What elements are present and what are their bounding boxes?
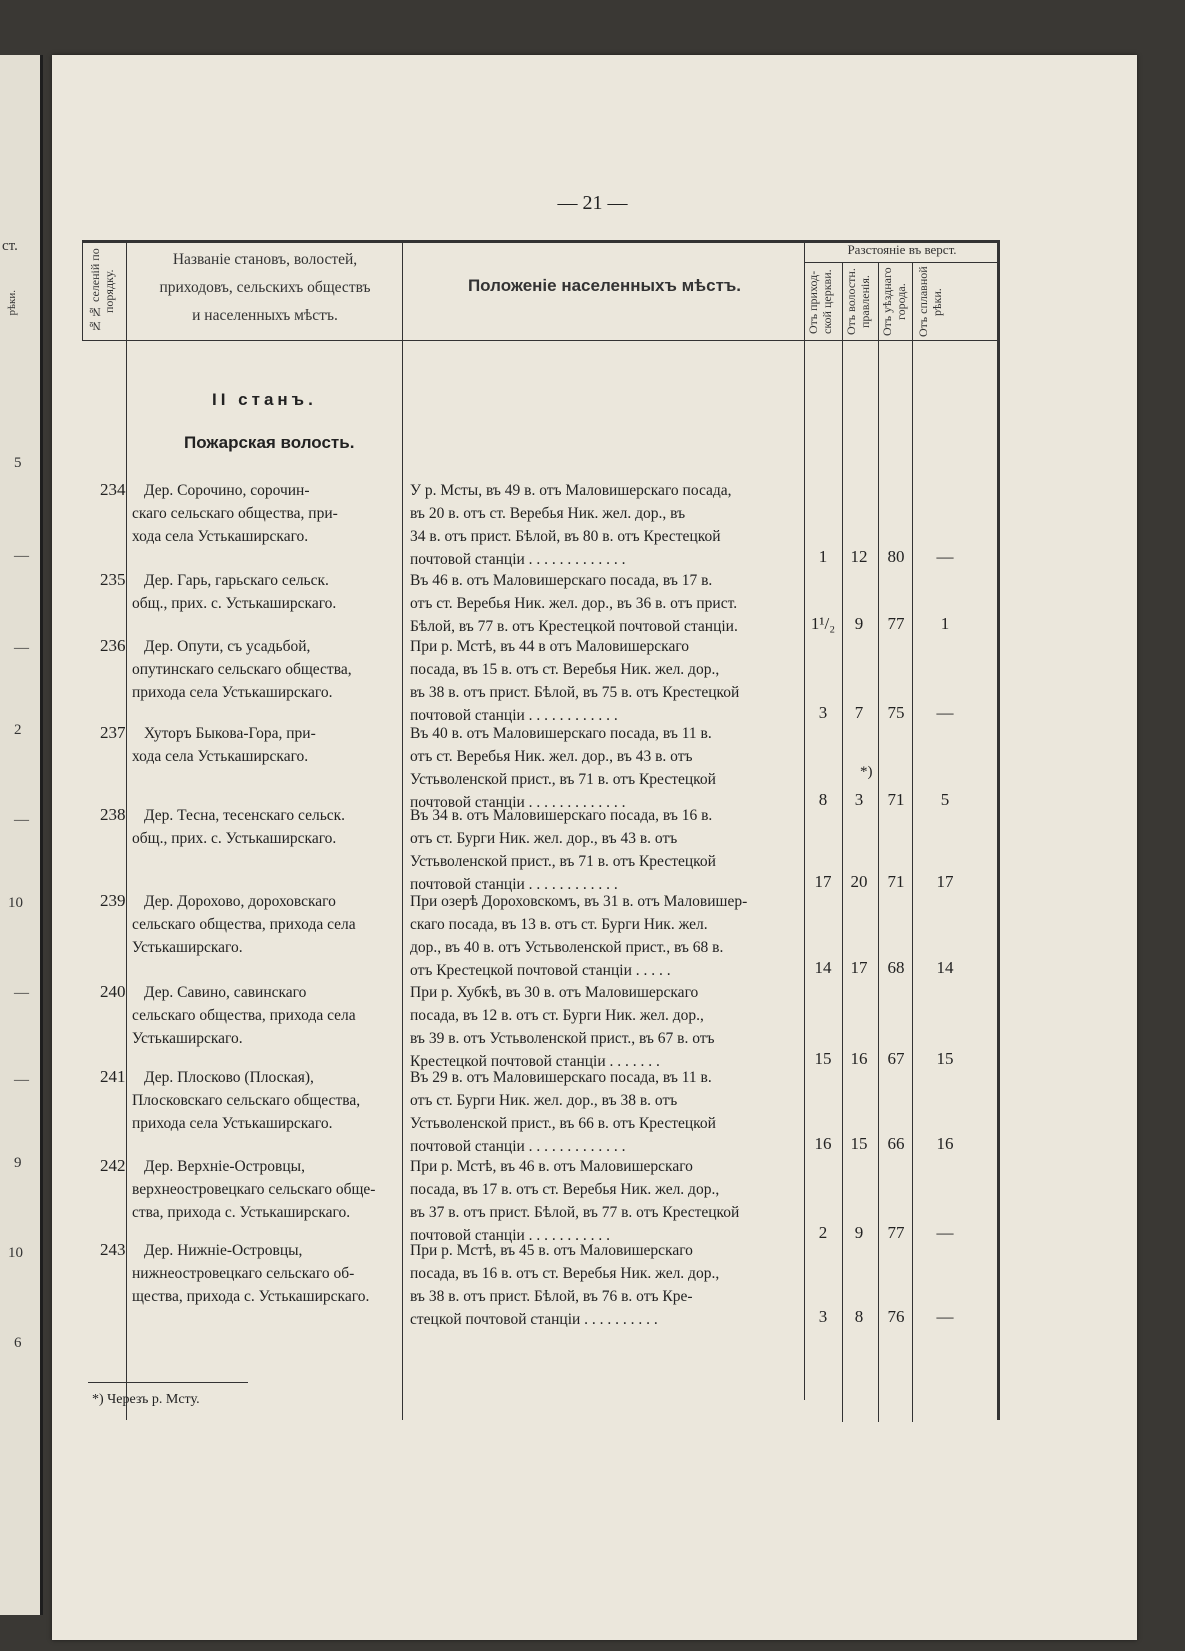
distance-volost: 17 <box>850 958 868 977</box>
row-number: 239 <box>100 891 126 910</box>
settlement-location-line: У р. Мсты, въ 49 в. отъ Маловишерскаго посада, <box>410 482 732 499</box>
settlement-location-line: Въ 40 в. отъ Маловишерскаго посада, въ 11 в. <box>410 725 712 742</box>
row-number: 238 <box>100 805 126 824</box>
left-page-mark: — <box>14 812 29 828</box>
settlement-location-line: почтовой станціи . . . . . . . . . . . . . <box>410 794 626 811</box>
distance-volost: 7 <box>854 703 864 722</box>
settlement-location <box>410 722 802 814</box>
settlement-location-line: При р. Мстѣ, въ 44 в отъ Маловишерскаго <box>410 638 690 655</box>
settlement-location-line: отъ ст. Бурги Ник. жел. дор., въ 38 в. отъ <box>410 1092 678 1109</box>
settlement-name <box>132 635 402 704</box>
col-header-name <box>132 246 398 330</box>
settlement-location <box>410 1155 802 1247</box>
distance-town: 67 <box>887 1049 905 1068</box>
left-page-mark: 10 <box>8 895 23 911</box>
settlement-location-line: Бѣлой, въ 77 в. отъ Крестецкой почтовой станціи. <box>410 618 738 635</box>
settlement-name-line: верхнеостровецкаго сельскаго обще- <box>132 1181 376 1198</box>
volost-heading: Пожарская волость. <box>184 433 355 452</box>
settlement-name <box>132 722 402 768</box>
settlement-location-line: посада, въ 12 в. отъ ст. Бурги Ник. жел. дор., <box>410 1007 704 1024</box>
settlement-location-line: почтовой станціи . . . . . . . . . . . . <box>410 707 618 724</box>
settlement-name <box>132 479 402 548</box>
settlement-name-line: Хуторъ Быкова-Гора, при- <box>144 725 316 742</box>
distance-church: 14 <box>814 958 832 977</box>
settlement-location-line: почтовой станціи . . . . . . . . . . . . . <box>410 551 626 568</box>
settlement-name-line: Плосковскаго сельскаго общества, <box>132 1092 361 1109</box>
distance-river: 14 <box>936 958 954 977</box>
settlement-name-line: Дер. Опути, съ усадьбой, <box>144 638 311 655</box>
distance-volost: 16 <box>850 1049 868 1068</box>
settlement-name <box>132 1239 402 1308</box>
settlement-location <box>410 1066 802 1158</box>
distance-river: — <box>936 547 954 566</box>
settlement-location-line: Устьволенской прист., въ 71 в. отъ Крестецкой <box>410 853 716 870</box>
settlement-name-line: сельскаго общества, прихода села <box>132 916 356 933</box>
settlement-name-line: скаго сельскаго общества, при- <box>132 505 338 522</box>
settlement-location-line: Крестецкой почтовой станціи . . . . . . . <box>410 1053 660 1070</box>
settlement-location-line: скаго посада, въ 13 в. отъ ст. Бурги Ник. жел. <box>410 916 708 933</box>
settlement-location-line: въ 39 в. отъ Устьволенской прист., въ 67 в. отъ <box>410 1030 715 1047</box>
distance-town: 76 <box>887 1307 905 1326</box>
settlement-name-line: Дер. Плосково (Плоская), <box>144 1069 314 1086</box>
settlement-location-line: почтовой станціи . . . . . . . . . . . . . <box>410 1138 626 1155</box>
settlement-location-line: почтовой станціи . . . . . . . . . . . <box>410 1227 611 1244</box>
left-header-1: ст. <box>2 238 18 254</box>
settlement-name <box>132 569 402 615</box>
settlement-location-line: посада, въ 17 в. отъ ст. Веребья Ник. жел. дор., <box>410 1181 720 1198</box>
distance-church: 2 <box>818 1223 828 1242</box>
settlements-table <box>82 240 1000 1422</box>
distance-volost: 9 <box>854 614 864 633</box>
col-header-name-line2: приходовъ, сельскихъ обществъ <box>159 279 371 296</box>
distance-church: 3 <box>818 1307 828 1326</box>
distance-river: 15 <box>936 1049 954 1068</box>
footnote-rule <box>88 1382 248 1383</box>
distance-town: 71 <box>887 790 905 809</box>
settlement-name-line: Дер. Верхніе-Островцы, <box>144 1158 305 1175</box>
distance-town: 77 <box>887 1223 905 1242</box>
distance-volost: 20 <box>850 872 868 891</box>
left-page-mark: — <box>14 548 29 564</box>
footnote: *) Черезъ р. Мсту. <box>92 1392 200 1407</box>
settlement-name <box>132 890 402 959</box>
left-page-mark: 2 <box>14 722 22 738</box>
settlement-name-line: Дер. Сорочино, сорочин- <box>144 482 310 499</box>
distance-town: 80 <box>887 547 905 566</box>
settlement-location-line: отъ ст. Веребья Ник. жел. дор., въ 36 в. отъ прист. <box>410 595 738 612</box>
settlement-location <box>410 479 802 571</box>
settlement-location <box>410 981 802 1073</box>
left-page-mark: 10 <box>8 1245 23 1261</box>
distance-church: 17 <box>814 872 832 891</box>
distance-river: 5 <box>940 790 950 809</box>
settlement-name-line: Устькаширскаго. <box>132 939 243 956</box>
left-page-mark: — <box>14 985 29 1001</box>
settlement-name-line: Дер. Савино, савинскаго <box>144 984 307 1001</box>
settlement-location-line: въ 37 в. отъ прист. Бѣлой, въ 77 в. отъ Крестецкой <box>410 1204 740 1221</box>
settlement-name-line: прихода села Устькаширскаго. <box>132 1115 333 1132</box>
col-header-name-line3: и населенныхъ мѣстъ. <box>192 307 338 324</box>
distance-town: 71 <box>887 872 905 891</box>
distance-church: 15 <box>814 1049 832 1068</box>
settlement-name-line: Дер. Дорохово, дороховскаго <box>144 893 336 910</box>
settlement-name <box>132 804 402 850</box>
row-number: 234 <box>100 480 126 499</box>
distance-church: 1¹/₂ <box>810 614 836 633</box>
settlement-location-line: отъ ст. Веребья Ник. жел. дор., въ 43 в. отъ <box>410 748 693 765</box>
col-header-church: Отъ приход-ской церкви. <box>806 269 834 335</box>
settlement-name-line: ства, прихода с. Устькаширскаго. <box>132 1204 351 1221</box>
settlement-location <box>410 1239 802 1331</box>
settlement-name-line: Дер. Гарь, гарьскаго сельск. <box>144 572 329 589</box>
settlement-name-line: нижнеостровецкаго сельскаго об- <box>132 1265 355 1282</box>
stan-heading: II станъ. <box>212 390 317 409</box>
left-page-mark: 9 <box>14 1155 22 1171</box>
distance-river: — <box>936 1307 954 1326</box>
settlement-name-line: хода села Устькаширскаго. <box>132 748 309 765</box>
settlement-location <box>410 569 802 638</box>
settlement-name-line: Дер. Тесна, тесенскаго сельск. <box>144 807 346 824</box>
distance-town: 77 <box>887 614 905 633</box>
settlement-name-line: прихода села Устькаширскаго. <box>132 684 333 701</box>
left-page-mark: 5 <box>14 455 22 471</box>
distance-church: 16 <box>814 1134 832 1153</box>
distance-town: 75 <box>887 703 905 722</box>
settlement-name-line: сельскаго общества, прихода села <box>132 1007 356 1024</box>
settlement-name-line: общ., прих. с. Устькаширскаго. <box>132 595 337 612</box>
settlement-location-line: дор., въ 40 в. отъ Устьволенской прист., въ 68 в. <box>410 939 724 956</box>
distance-river: 1 <box>940 614 950 633</box>
left-page-mark: — <box>14 1072 29 1088</box>
col-header-town: Отъ уѣзднаго города. <box>880 267 908 337</box>
left-page-mark: — <box>14 640 29 656</box>
settlement-location-line: Устьволенской прист., въ 71 в. отъ Крестецкой <box>410 771 716 788</box>
settlement-location-line: почтовой станціи . . . . . . . . . . . . <box>410 876 618 893</box>
settlement-location-line: отъ ст. Бурги Ник. жел. дор., въ 43 в. отъ <box>410 830 678 847</box>
settlement-name-line: общ., прих. с. Устькаширскаго. <box>132 830 337 847</box>
col-header-number: №№ селеній по порядку. <box>88 248 116 334</box>
page-number: — 21 — <box>557 192 628 214</box>
distance-river: 17 <box>936 872 954 891</box>
row-number: 243 <box>100 1240 126 1259</box>
footnote-marker: *) <box>860 764 873 780</box>
settlement-name <box>132 981 402 1050</box>
left-header-2: рѣки. <box>6 290 18 316</box>
row-number: 237 <box>100 723 126 742</box>
settlement-name-line: опутинскаго сельскаго общества, <box>132 661 352 678</box>
distance-church: 8 <box>818 790 828 809</box>
settlement-location-line: въ 38 в. отъ прист. Бѣлой, въ 75 в. отъ Крестецкой <box>410 684 740 701</box>
distance-volost: 15 <box>850 1134 868 1153</box>
settlement-location-line: Въ 46 в. отъ Маловишерскаго посада, въ 17 в. <box>410 572 713 589</box>
distance-volost: 8 <box>854 1307 864 1326</box>
settlement-location-line: стецкой почтовой станціи . . . . . . . . . . <box>410 1311 658 1328</box>
distance-town: 68 <box>887 958 905 977</box>
distance-volost: 3 <box>854 790 864 809</box>
settlement-name-line: хода села Устькаширскаго. <box>132 528 309 545</box>
distance-river: 16 <box>936 1134 954 1153</box>
row-number: 235 <box>100 570 126 589</box>
settlement-location-line: При р. Хубкѣ, въ 30 в. отъ Маловишерскаго <box>410 984 699 1001</box>
distance-volost: 9 <box>854 1223 864 1242</box>
settlement-location-line: Устьволенской прист., въ 66 в. отъ Крестецкой <box>410 1115 716 1132</box>
distance-river: — <box>936 1223 954 1242</box>
settlement-location-line: При р. Мстѣ, въ 46 в. отъ Маловишерскаго <box>410 1158 693 1175</box>
settlement-location-line: посада, въ 16 в. отъ ст. Веребья Ник. жел. дор., <box>410 1265 720 1282</box>
settlement-location-line: въ 20 в. отъ ст. Веребья Ник. жел. дор., въ <box>410 505 686 522</box>
settlement-location <box>410 890 802 982</box>
col-header-position: Положеніе населенныхъ мѣстъ. <box>467 276 742 295</box>
settlement-name-line: щества, прихода с. Устькаширскаго. <box>132 1288 370 1305</box>
settlement-location <box>410 804 802 896</box>
distance-church: 3 <box>818 703 828 722</box>
distance-volost: 12 <box>850 547 868 566</box>
settlement-location-line: Въ 34 в. отъ Маловишерскаго посада, въ 16 в. <box>410 807 713 824</box>
settlement-location-line: посада, въ 15 в. отъ ст. Веребья Ник. жел. дор., <box>410 661 720 678</box>
distance-church: 1 <box>818 547 828 566</box>
distance-town: 66 <box>887 1134 905 1153</box>
distance-group-header: Разстояніе въ верст. <box>847 242 957 257</box>
col-header-river: Отъ сплавной рѣки. <box>916 266 944 338</box>
settlement-name <box>132 1066 402 1135</box>
distance-river: — <box>936 703 954 722</box>
settlement-name-line: Устькаширскаго. <box>132 1030 243 1047</box>
col-header-volost: Отъ волостн. правленія. <box>844 268 872 336</box>
left-page-fragment <box>0 55 43 1615</box>
row-number: 241 <box>100 1067 126 1086</box>
settlement-location-line: При р. Мстѣ, въ 45 в. отъ Маловишерскаго <box>410 1242 693 1259</box>
col-header-name-line1: Названіе становъ, волостей, <box>172 251 358 268</box>
row-number: 240 <box>100 982 126 1001</box>
settlement-name <box>132 1155 402 1224</box>
settlement-location-line: 34 в. отъ прист. Бѣлой, въ 80 в. отъ Крестецкой <box>410 528 721 545</box>
settlement-name-line: Дер. Нижніе-Островцы, <box>144 1242 303 1259</box>
row-number: 242 <box>100 1156 126 1175</box>
settlement-location-line: въ 38 в. отъ прист. Бѣлой, въ 76 в. отъ Кре- <box>410 1288 693 1305</box>
settlement-location-line: При озерѣ Дороховскомъ, въ 31 в. отъ Маловишер- <box>410 893 748 910</box>
left-page-mark: 6 <box>14 1335 22 1351</box>
row-number: 236 <box>100 636 126 655</box>
settlement-location-line: Въ 29 в. отъ Маловишерскаго посада, въ 11 в. <box>410 1069 712 1086</box>
settlement-location <box>410 635 802 727</box>
settlement-location-line: отъ Крестецкой почтовой станціи . . . . . <box>410 962 671 979</box>
